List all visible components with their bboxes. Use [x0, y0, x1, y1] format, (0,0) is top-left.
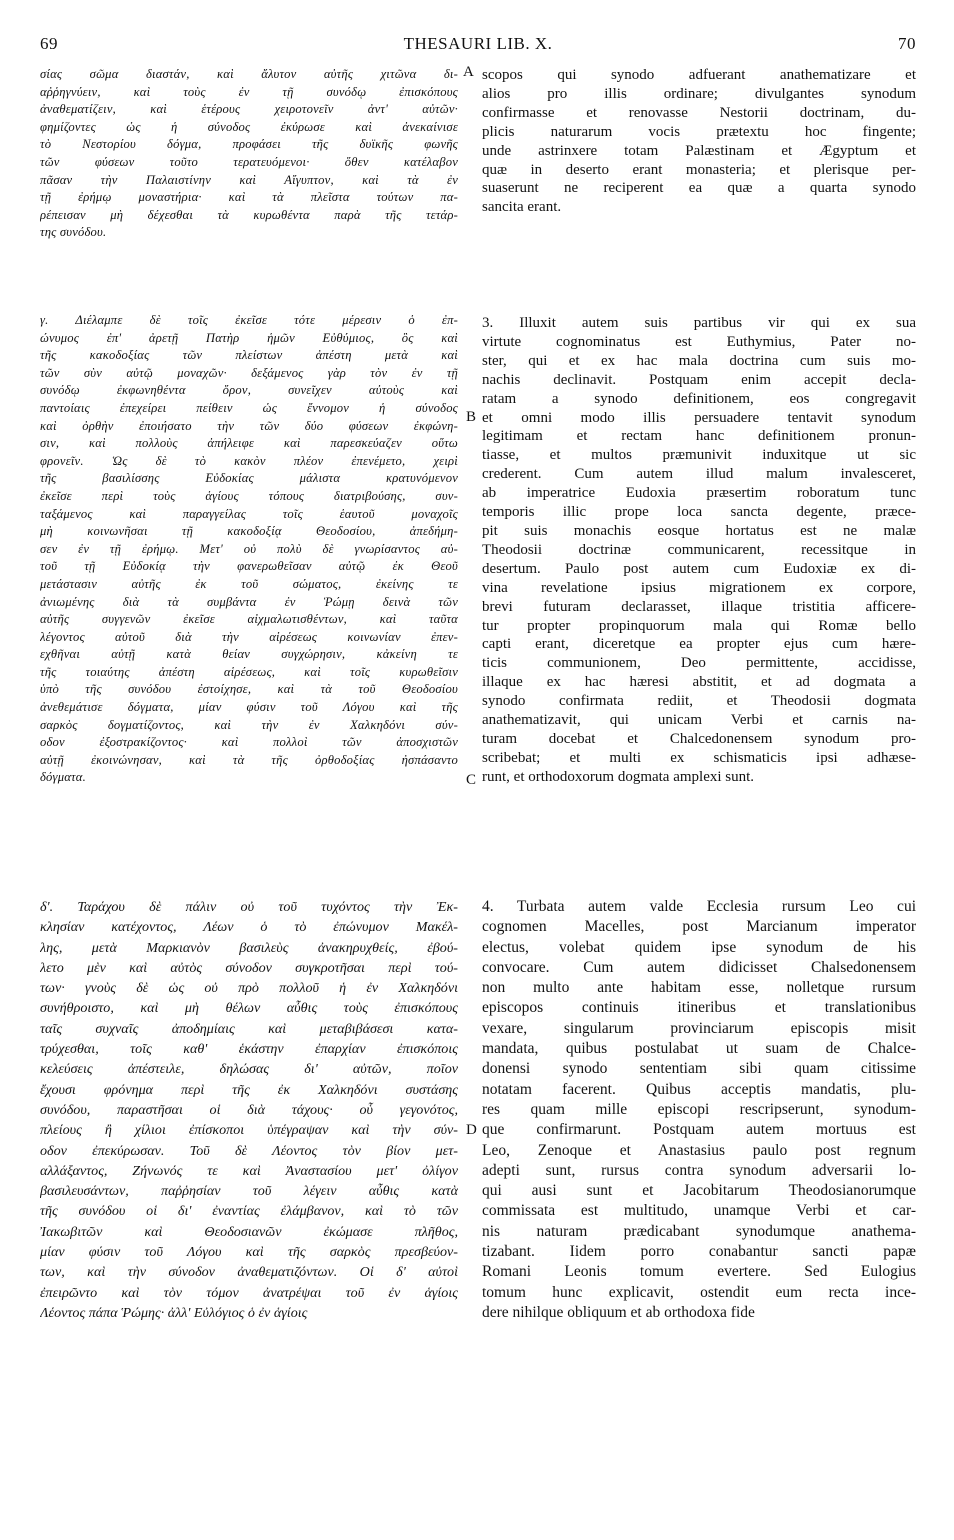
text-line: τῆς συνόδου οἱ δι' ἐναντίας ἐλάμβανον, καὶ τὸ τῶν: [40, 1203, 458, 1220]
text-line: temporis illic prope loca sancta degente, præce-: [482, 504, 916, 521]
text-line: ἐπειρῶντο καὶ τὸν τόμον ἀνατρέψαι τοῦ ἐν ἁγίοις: [40, 1284, 458, 1301]
text-line: sancita erant.: [482, 199, 562, 216]
text-line: παντοίαις ἐπεχείρει πείθειν ὡς ἔννομον ἡ σύνοδος: [40, 400, 458, 415]
text-line: capti erant, diceretque ea propter ejus cum hære-: [482, 636, 916, 653]
text-line: ratam a synodo definitionem, eos congregavit: [482, 390, 916, 407]
text-line: non multo ante habitam esse, nolletque rursum: [482, 979, 916, 997]
text-line: τῆς βασιλίσσης Εὐδοκίας μάλιστα κρατυνόμενον: [40, 471, 458, 486]
text-line: των, καὶ τὴν σύνοδον ἀναθεματιζόντων. Οἱ δ' αὐτοὶ: [40, 1264, 458, 1281]
text-line: cognomen Macelles, post Marcianum imperator: [482, 918, 916, 936]
text-line: turam docebat et Chalcedonensem synodum pro-: [482, 730, 916, 747]
text-line: mandata, quibus postulabat ut suam de Chalce-: [482, 1040, 916, 1058]
text-line: crederent. Cum autem illud malum invalesceret,: [482, 466, 916, 483]
text-line: σεν ἐν τῇ ἐρήμῳ. Μετ' οὐ πολὺ δὲ γνωρίσαντος αὐ-: [40, 541, 458, 556]
text-line: εχθῆναι αὐτῇ κατὰ θείαν συγχώρησιν, κἀκείνη τε: [40, 647, 458, 662]
running-title: THESAURI LIB. X.: [403, 34, 553, 53]
text-line: σίας σῶμα διαστάν, καὶ ἄλυτον αὐτῆς χιτῶνα δι-: [40, 67, 458, 81]
text-line: 3. Illuxit autem suis partibus vir qui ex sua: [482, 315, 916, 331]
text-line: καὶ ὀρθὴν ἐποιήσατο τὴν τῶν δύο φύσεων ἐκφώνη-: [40, 418, 458, 433]
margin-marker-d: D: [466, 1122, 477, 1138]
text-line: συνόδου, παραστῆσαι οἱ διὰ τάχους· οὗ γεγονότος,: [40, 1101, 458, 1118]
text-line: suaserunt ne reciperent ea quæ a quarta synodo: [482, 180, 916, 197]
text-line: notatam facerent. Quibus acceptis mandatis, plu-: [482, 1080, 916, 1098]
greek-paragraph-1: [40, 66, 458, 242]
text-line: αὐτῆς συγγενῶν ἐκεῖσε αἰχμαλωτισθέντων, καὶ ταῦτα: [40, 612, 458, 627]
text-line: πᾶσαν τὴν Παλαιστίνην καὶ Αἴγυπτον, καὶ τὰ ἐν: [40, 172, 458, 187]
page-number-right: 70: [898, 34, 916, 53]
text-line: donensi synodo sententiam sibi quam citissime: [482, 1060, 916, 1078]
text-line: confirmasse et renovasse Nestorii doctrinam, du-: [482, 104, 916, 121]
text-line: tizabant. Iidem porro conabantur sancti papæ: [482, 1243, 916, 1261]
text-line: 4. Turbata autem valde Ecclesia rursum Leo cui: [482, 898, 916, 915]
text-line: desertum. Paulo post autem cum Eudoxiæ ex di-: [482, 560, 916, 577]
text-line: ster, qui et ex hac mala doctrina cum suis mo-: [482, 352, 916, 369]
text-line: σιν, καὶ πολλοὺς ἀπήλειφε καὶ παρεσκεύαζεν οὕτω: [40, 436, 458, 451]
text-line: commissata est multitudo, unamque Verbi et car-: [482, 1202, 916, 1220]
text-line: ἀνεθεμάτισε δόγματα, μίαν φύσιν τοῦ Λόγου καὶ τῆς: [40, 700, 458, 715]
text-line: φημίζοντες ὡς ἡ σύνοδος ἐκύρωσε καὶ ἀνεκαίνισε: [40, 119, 458, 134]
text-line: legitimam et rectam hanc definitionem pronun-: [482, 428, 916, 445]
text-line: Ἰακωβιτῶν καὶ Θεοδοσιανῶν ἐκώμασε πλῆθος,: [40, 1223, 458, 1240]
text-line: scopos qui synodo adfuerant anathematizare et: [482, 67, 916, 83]
text-line: βασιλευσάντων, παῤῥησίαν τοῦ λέγειν αὖθις κατὰ: [40, 1183, 458, 1200]
latin-paragraph-2: [482, 314, 916, 787]
text-line: συνήθροιστο, καὶ μὴ θέλων αὖθις τοὺς ἐπισκόπους: [40, 1000, 458, 1017]
text-line: ταξάμενος καὶ παραγγείλας τοῖς ἑαυτοῦ μοναχοῖς: [40, 506, 458, 521]
text-line: adepti sunt, rursus contra synodum adversarii lo-: [482, 1161, 916, 1179]
text-line: μετάστασιν αὐτῆς ἐκ τοῦ σώματος, ἐκείνης τε: [40, 576, 458, 591]
text-line: λέγοντος αὐτοῦ διὰ τὴν αἱρέσεως κοινωνίαν ἐπεν-: [40, 629, 458, 644]
text-line: Λέοντος πάπα Ῥώμης· ἀλλ' Εὐλόγιος ὁ ἐν ἁγίοις: [40, 1304, 308, 1321]
text-line: Romani Leonis tomum evertere. Sed Eulogius: [482, 1263, 916, 1281]
text-line: τῆς κακοδοξίας τῶν πλείστων ἀπέστη μετὰ καὶ: [40, 348, 458, 363]
text-line: tomum hunc explicavit, ostendit eum recta ince-: [482, 1283, 916, 1301]
text-line: scribebat; et multi ex schismaticis ipsi adhæse-: [482, 749, 916, 766]
text-line: synodo confirmata rediit, et Theodosii dogmata: [482, 693, 916, 710]
margin-marker-c: C: [466, 772, 477, 788]
text-line: πλείους ἢ χίλιοι ἐπίσκοποι ὑπέγραψαν καὶ τὴν σύν-: [40, 1122, 458, 1139]
text-line: μὴ κοινωνῆσαι τῇ κακοδοξίᾳ Θεοδοσίου, ἀπεδήμη-: [40, 524, 458, 539]
text-line: ώνυμος ἐπ' ἀρετῇ Πατὴρ ἡμῶν Εὐθύμιος, ὃς καὶ: [40, 330, 458, 345]
text-line: τρύχεσθαι, τοῖς καθ' ἑκάστην ἐπαρχίαν ἐπισκόποις: [40, 1041, 458, 1058]
text-line: τῶν φύσεων τοῦτο τερατευόμενοι· ὅθεν κατέλαβον: [40, 154, 458, 169]
text-line: brevi futuram declarasset, illaque tristitia afficere-: [482, 598, 916, 615]
text-line: κλησίαν κατέχοντος, Λέων ὁ τὸ ἐπώνυμον Μακέλ-: [40, 919, 458, 936]
text-line: unde astrinxere totam Palæstinam et Ægyptum et: [482, 142, 916, 159]
text-line: οδον ἐπεκύρωσαν. Τοῦ δὲ Λέοντος τὸν βίον μετ-: [40, 1142, 458, 1159]
text-line: τῶν σὺν αὐτῷ μοναχῶν· δεξάμενος γὰρ τὸν ἐν τῇ: [40, 365, 458, 380]
text-line: plicis naturarum vocis prætextu hoc fingente;: [482, 123, 916, 140]
text-line: δ'. Ταράχου δὲ πάλιν οὐ τοῦ τυχόντος τὴν Ἐκ-: [40, 899, 458, 915]
margin-marker-a: A: [463, 64, 474, 80]
text-line: et omni modo illis persuadere tentavit synodum: [482, 409, 916, 426]
text-line: ρέπεισαν μὴ δέχεσθαι τὰ κυρωθέντα παρὰ τῆς τετάρ-: [40, 207, 458, 222]
page-number-left: 69: [40, 34, 58, 53]
text-line: τοῦ τῇ Εὐδοκίᾳ τὴν φανερωθεῖσαν αὐτῷ ἐκ Θεοῦ: [40, 559, 458, 574]
text-line: illaque ex hac hæresi abstitit, et ad dogmata a: [482, 674, 916, 691]
text-line: λης, μετὰ Μαρκιανὸν βασιλεὺς ἀνακηρυχθείς, ἐβού-: [40, 939, 458, 956]
text-line: nis naturam prædicabant synodumque anathema-: [482, 1222, 916, 1240]
text-line: μίαν φύσιν τοῦ Λόγου καὶ τῆς σαρκὸς πρεσβεύον-: [40, 1244, 458, 1261]
text-line: αὐτῇ ἐκοινώνησαν, καὶ τὰ τῆς ὀρθοδοξίας ἠσπάσαντο: [40, 752, 458, 767]
text-line: ἐκεῖσε περὶ τοὺς ἁγίους τόπους διατριβούσης, συν-: [40, 488, 458, 503]
text-line: ab imperatrice Eudoxia præsertim roboratum tunc: [482, 485, 916, 502]
text-line: tur propter propinquorum mala qui Romæ bello: [482, 617, 916, 634]
text-line: αῤῥηγνύειν, καὶ τοὺς ἐν τῇ συνόδῳ ἐπισκόπους: [40, 84, 458, 99]
greek-paragraph-2: [40, 312, 458, 787]
text-line: anathematizavit, qui unicam Verbi et carnis na-: [482, 712, 916, 729]
text-line: convocare. Cum autem didicisset Chalsedonensem: [482, 958, 916, 976]
text-line: virtute cognominatus est Euthymius, Pater no-: [482, 333, 916, 350]
text-line: ticis communionem, Deo permittente, accidisse,: [482, 655, 916, 672]
text-line: quæ in deserto erant monasteria; et plerisque per-: [482, 161, 916, 178]
text-line: pit suis monachis eosque hortatus est ne malæ: [482, 522, 916, 539]
text-line: ἀναθεματίζειν, καὶ ἑτέρους χειροτονεῖν ἀντ' αὐτῶν·: [40, 102, 458, 117]
text-line: Theodosii doctrinæ communicarent, recessitque in: [482, 541, 916, 558]
text-line: episcopos continuis itineribus et translationibus: [482, 999, 916, 1017]
text-line: κελεύσεις ἀπέστειλε, δηλώσας δι' αὐτῶν, ποῖον: [40, 1061, 458, 1078]
text-line: dere nihilque obliquum et ab orthodoxa fide: [482, 1303, 755, 1321]
text-line: electus, volebat quidem ipse synodum de his: [482, 938, 916, 956]
text-line: qui ausi sunt et Jacobitarum Theodosianorumque: [482, 1182, 916, 1200]
text-line: αλλάξαντος, Ζήνωνός τε καὶ Ἀναστασίου μετ' ὀλίγον: [40, 1162, 458, 1179]
greek-paragraph-3: [40, 897, 458, 1323]
text-line: τῆς τοιαύτης ἀπέστη αἱρέσεως, καὶ τοῖς κυρωθεῖσιν: [40, 664, 458, 679]
text-line: φρονεῖν. Ὡς δὲ τὸ κακὸν πλέον ἐπενέμετο, χειρὶ: [40, 453, 458, 468]
text-line: της συνόδου.: [40, 225, 107, 240]
text-line: των· γνοὺς δὲ ὡς οὐ πρὸ πολλοῦ ἡ ἐν Χαλκηδόνι: [40, 980, 458, 997]
running-header: [40, 34, 916, 58]
text-line: vexare, singularum provinciarum episcopis misit: [482, 1019, 916, 1037]
text-line: ὑπὸ τῆς συνόδου ἐστοίχησε, καὶ τὰ τοῦ Θεοδοσίου: [40, 682, 458, 697]
latin-paragraph-1: [482, 66, 916, 217]
text-line: Leo, Zenoque et Anastasius paulo post regnum: [482, 1141, 916, 1159]
text-line: γ. Διέλαμπε δὲ τοῖς ἐκεῖσε τότε μέρεσιν ὁ ἐπ-: [40, 313, 458, 327]
text-line: τὸ Νεστορίου δόγμα, προφάσει τῆς δυϊκῆς φωνῆς: [40, 137, 458, 152]
margin-marker-b: B: [466, 409, 477, 425]
text-line: res quam mille episcopi rescripserunt, synodum-: [482, 1100, 916, 1118]
text-line: τῇ ἐρήμῳ μοναστήρια· καὶ τὰ πλεῖστα τούτων πα-: [40, 190, 458, 205]
text-line: σαρκὸς δογματίζοντος, καὶ τὴν ἐν Χαλκηδόνι σύν-: [40, 717, 458, 732]
text-line: nachis declinavit. Postquam enim accepit decla-: [482, 371, 916, 388]
text-line: ἀνιωμένης διὰ τὰ συμβάντα ἐν Ῥώμῃ δεινὰ τῶν: [40, 594, 458, 609]
text-line: συνόδῳ ἐκφωνηθέντα ὅρον, συνεῖχεν αὐτοὺς καὶ: [40, 383, 458, 398]
text-line: δόγματα.: [40, 770, 86, 785]
text-line: vina revelatione ipsius migrationem ex corpore,: [482, 579, 916, 596]
text-line: que confirmarunt. Postquam autem mortuus est: [482, 1121, 916, 1139]
text-line: λετο μὲν καὶ αὐτὸς σύνοδον συγκροτῆσαι περὶ τού-: [40, 959, 458, 976]
text-line: ταῖς συχναῖς ἀποδημίαις καὶ μεταβιβάσεσι κατα-: [40, 1020, 458, 1037]
text-line: runt, et orthodoxorum dogmata amplexi sunt.: [482, 768, 755, 785]
text-line: οδον ἐξοστρακίζοντος· καὶ πολλοὶ τῶν ἀποσχιστῶν: [40, 735, 458, 750]
text-line: ἔχουσι φρόνημα περὶ τῆς ἐκ Χαλκηδόνι συστάσης: [40, 1081, 458, 1098]
text-line: alios pro illis ordinare; divulgantes synodum: [482, 85, 916, 102]
text-line: tiasse, et multos præmunivit induxitque ut sic: [482, 447, 916, 464]
latin-paragraph-3: [482, 897, 916, 1323]
